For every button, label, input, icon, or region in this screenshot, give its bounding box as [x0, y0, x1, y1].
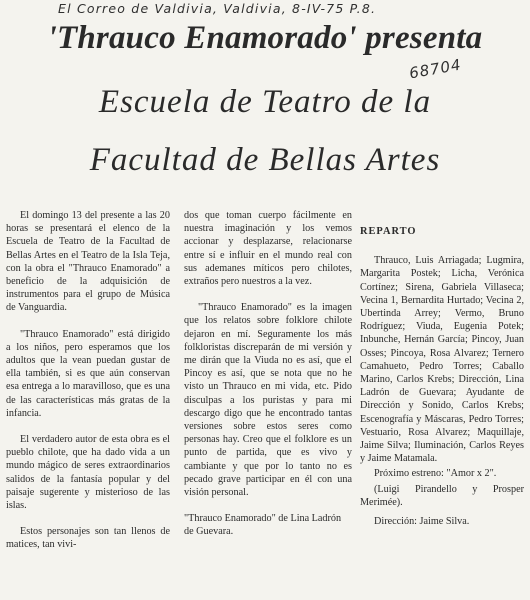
headline-line-1: 'Thrauco Enamorado' presenta: [47, 20, 483, 56]
handwritten-source-note: El Correo de Valdivia, Valdivia, 8-IV-75 P.8.: [58, 1, 377, 16]
next-premiere: Próximo estreno: "Amor x 2".: [374, 468, 497, 480]
article-column-2: [184, 209, 352, 539]
next-premiere-director: Dirección: Jaime Silva.: [374, 516, 470, 528]
author-credit: "Thrauco Enamorado" de Lina Ladrón de Guevara.: [184, 513, 342, 538]
headline-line-2: Escuela de Teatro de la: [98, 84, 432, 120]
next-premiere-authors: (Luigi Pirandello y Prosper Merimée).: [360, 483, 524, 508]
paragraph: Estos personajes son tan llenos de matices, tan vivi-: [6, 526, 170, 551]
paragraph: El domingo 13 del presente a las 20 horas se presentará el elenco de la Escuela de Teatro de la Facultad de Bellas Artes en el Teatro de la Isla Teja, con la obra el "Thrauco Enamorado" a beneficio de la adquisición de instrumentos para el grupo de Música de Vanguardia.: [6, 210, 170, 314]
cast-heading: REPARTO: [360, 226, 417, 237]
article-column-3: [360, 209, 524, 528]
paragraph: El verdadero autor de esta obra es el pueblo chilote, que ha dado vida a un mundo mágico de seres extraordinarios salidos de la fantasía popular y del paisaje sugerente y misterioso de las islas.: [6, 434, 170, 512]
article-column-1: [6, 209, 170, 552]
cast-list: Thrauco, Luis Arriagada; Lugmira, Margarita Postek; Licha, Verónica Cortínez; Sirena, Gabriela Villaseca; Vecina 1, Bernardita Hurtado; Vecina 2, Ubertinda Arrey; Vermo, Bruno Rodríguez; Viuda, Eugenia Potek; Inbunche, Hernán García; Pincoy, Juan Osses; Pincoya, Rosa Alvarez; Ternero Camahueto, Pedro Torres; Caballo Marino, Carlos Krebs; Dirección, Lina Ladrón de Guevara; Ayudante de Dirección y Sonido, Carlos Krebs; Escenografía y Máscaras, Pedro Torres; Vestuario, Rosa Alvarez; Maquillaje, Jaime Silva; Iluminación, Carlos Reyes y Jaime Matamala.: [360, 255, 524, 465]
archive-number: 68704: [407, 55, 463, 83]
paragraph: "Thrauco Enamorado" es la imagen que los relatos sobre folklore chilote dejaron en mí. Seguramente los más folkloristas discreparán de mi versión y me dirán que la Viuda no es así, que el Pincoy es así, que se nota que no he visto un Thrauco en mi vida, etc. Pido disculpas a los puristas y para mi descargo digo que he encontrado tantas versiones sobre estos seres como personas hay. Creo que el folklore es un punto de partida, que es vivo y cambiante y que por lo tanto no es pecado grave participar en él con una visión personal.: [184, 302, 352, 499]
paragraph: "Thrauco Enamorado" está dirigido a los niños, pero esperamos que los adultos que la vean puedan gustar de ella también, si es que aún conservan esa entrega a lo maravilloso, que es una de las características más gratas de la infancia.: [6, 328, 170, 419]
paragraph: dos que toman cuerpo fácilmente en nuestra imaginación y los vemos accionar y desplazarse, relacionarse entre sí e influir en el mundo real con sus ademanes míticos pero chilotes, extraños pero nuestros a la vez.: [184, 210, 352, 288]
headline-line-3: Facultad de Bellas Artes: [89, 142, 441, 178]
